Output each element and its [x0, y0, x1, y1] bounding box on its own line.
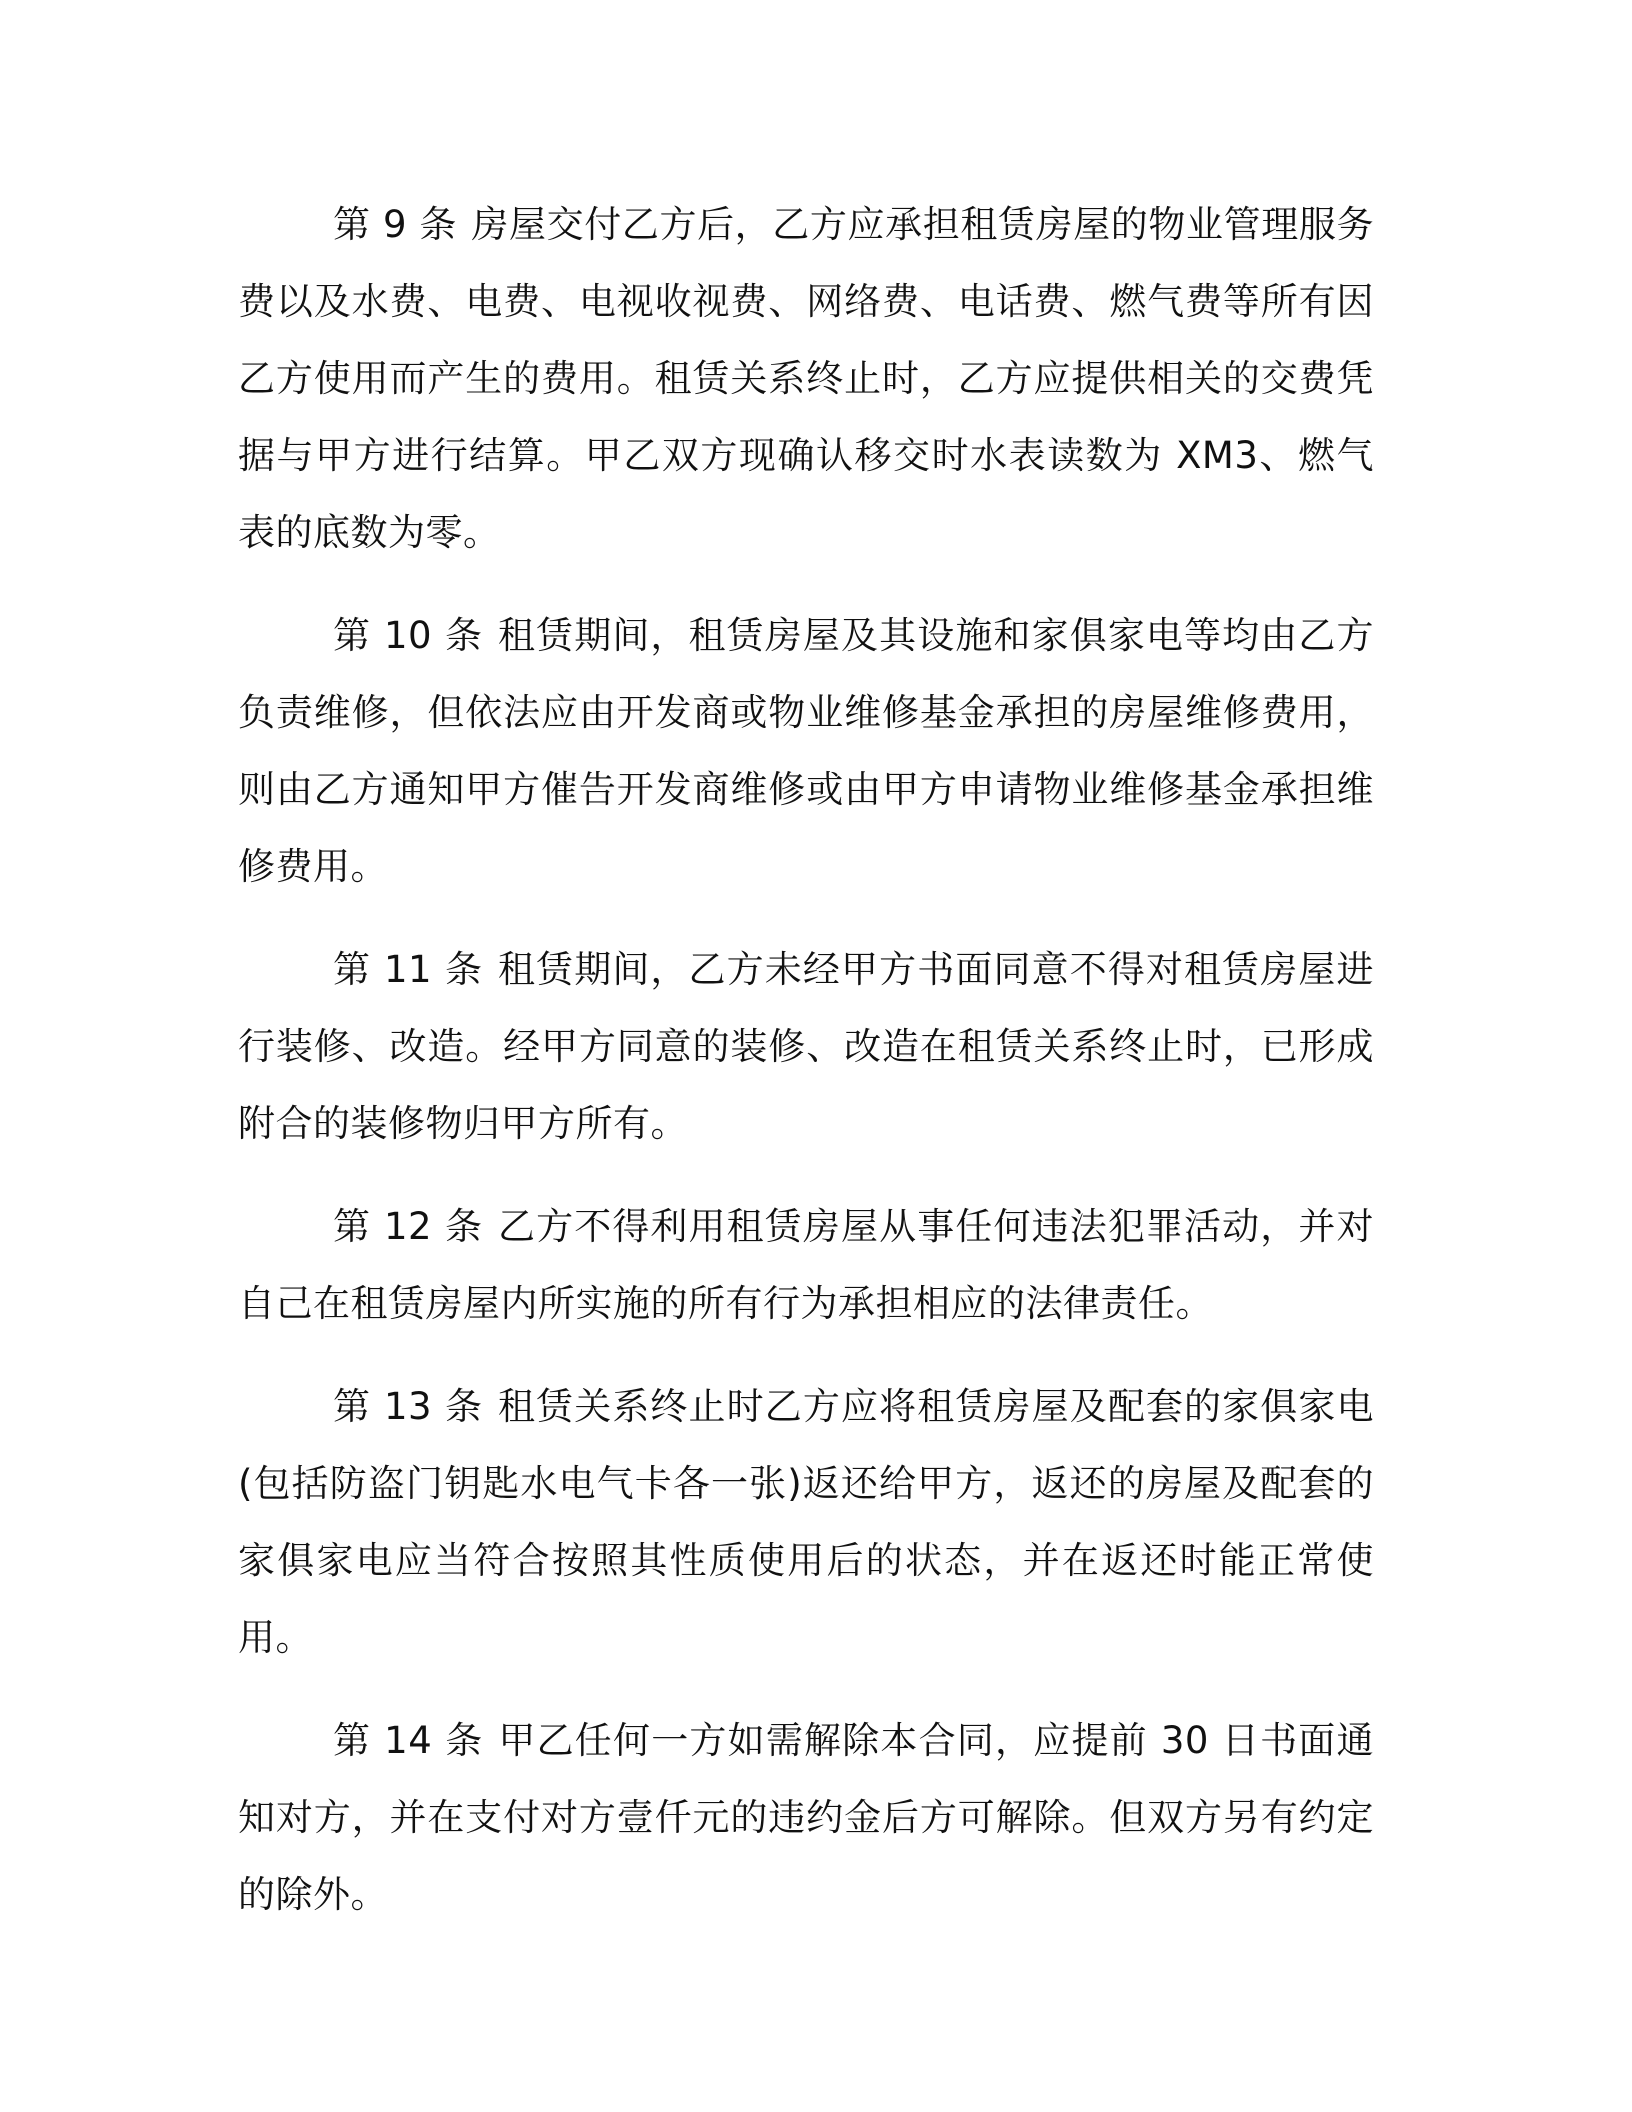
- clause-heading: 第 13 条: [333, 1385, 484, 1428]
- clause-heading: 第 14 条: [333, 1719, 484, 1762]
- clause-14: [238, 1702, 1374, 1933]
- clause-heading: 第 9 条: [333, 203, 458, 246]
- clause-9: [238, 186, 1374, 571]
- clause-text: 甲乙任何一方如需解除本合同，应提前 30 日书面通知对方，并在支付对方壹仟元的违约金后方可解除。但双方另有约定的除外。: [238, 1719, 1374, 1916]
- clause-text: 租赁期间，租赁房屋及其设施和家俱家电等均由乙方负责维修，但依法应由开发商或物业维修基金承担的房屋维修费用，则由乙方通知甲方催告开发商维修或由甲方申请物业维修基金承担维修费用。: [238, 614, 1375, 888]
- clause-13: [238, 1368, 1374, 1676]
- clause-heading: 第 12 条: [333, 1205, 484, 1248]
- clause-10: [238, 597, 1374, 905]
- clause-text: 房屋交付乙方后，乙方应承担租赁房屋的物业管理服务费以及水费、电费、电视收视费、网络费、电话费、燃气费等所有因乙方使用而产生的费用。租赁关系终止时，乙方应提供相关的交费凭据与甲方进行结算。甲乙双方现确认移交时水表读数为 XM3、燃气表的底数为零。: [238, 203, 1374, 554]
- clause-heading: 第 11 条: [333, 948, 484, 991]
- clause-text: 租赁关系终止时乙方应将租赁房屋及配套的家俱家电(包括防盗门钥匙水电气卡各一张)返还给甲方，返还的房屋及配套的家俱家电应当符合按照其性质使用后的状态，并在返还时能正常使用。: [238, 1385, 1375, 1659]
- clause-heading: 第 10 条: [333, 614, 484, 657]
- document-page: [238, 186, 1374, 1959]
- clause-11: [238, 931, 1374, 1162]
- clause-12: [238, 1188, 1374, 1342]
- clause-text: 租赁期间，乙方未经甲方书面同意不得对租赁房屋进行装修、改造。经甲方同意的装修、改造在租赁关系终止时，已形成附合的装修物归甲方所有。: [238, 948, 1375, 1145]
- clause-text: 乙方不得利用租赁房屋从事任何违法犯罪活动，并对自己在租赁房屋内所实施的所有行为承担相应的法律责任。: [238, 1205, 1375, 1325]
